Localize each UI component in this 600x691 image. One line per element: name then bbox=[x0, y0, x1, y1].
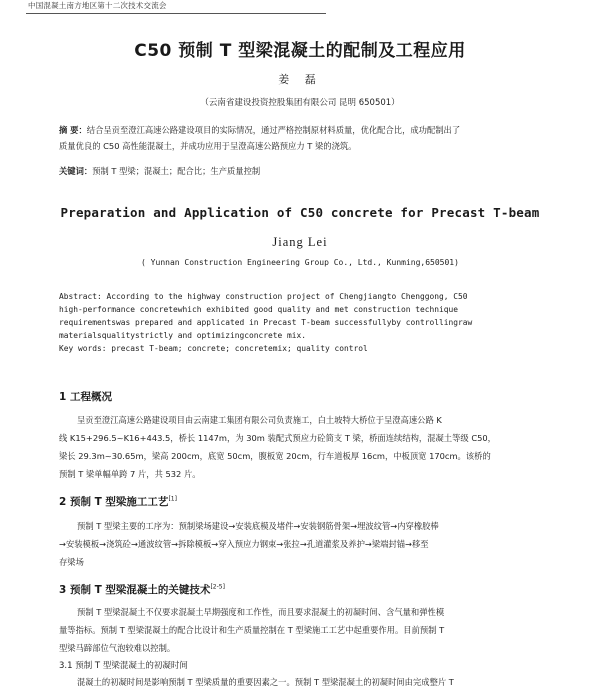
body-line: 线 K15+296.5~K16+443.5，桥长 1147m，为 30m 装配式预应力砼简支 T 梁，桥面连续结构，混凝土等级 C50， bbox=[59, 433, 496, 443]
abstract-cn-line: 质量优良的 C50 高性能混凝土，并成功应用于呈澄高速公路预应力 T 梁的浇筑。 bbox=[59, 141, 357, 151]
author-en: Jiang Lei bbox=[272, 235, 328, 249]
section-1-heading: 1 工程概况 bbox=[59, 391, 112, 403]
section-3-1-body bbox=[59, 673, 549, 691]
body-line: 存梁场 bbox=[59, 557, 84, 567]
keywords-cn-text: 预制 T 型梁；混凝土；配合比；生产质量控制 bbox=[92, 166, 261, 176]
author-cn: 姜 磊 bbox=[278, 73, 322, 86]
abstract-en bbox=[59, 290, 559, 355]
keywords-cn-label: 关键词： bbox=[59, 166, 93, 176]
section-2-title: 2 预制 T 型梁施工工艺 bbox=[59, 496, 169, 508]
section-3-title: 3 预制 T 型梁混凝土的关键技术 bbox=[59, 584, 211, 596]
body-line: 预制 T 型梁主要的工序为：预制梁场建设→安装底模及堵件→安装钢筋骨架→埋波纹管→内穿橡胶棒 bbox=[77, 521, 439, 531]
body-line: →安装模板→浇筑砼→通波纹管→拆除模板→穿入预应力钢束→张拉→孔道灌浆及养护→梁端封锚→移至 bbox=[59, 539, 429, 549]
section-3-heading bbox=[59, 582, 225, 597]
abstract-en-line: materialsqualitystrictly and optimizingconcrete mix. bbox=[59, 331, 307, 340]
body-line: 型梁马蹄部位气泡较难以控制。 bbox=[59, 643, 176, 653]
running-header: 中国混凝土南方地区第十二次技术交流会 bbox=[28, 1, 167, 10]
keywords-en-line: Key words: precast T-beam; concrete; concretemix; quality control bbox=[59, 344, 368, 353]
body-line: 预制 T 梁单幅单跨 7 片，共 532 片。 bbox=[59, 469, 201, 479]
section-2-heading bbox=[59, 494, 177, 509]
body-line: 量等指标。预制 T 型梁混凝土的配合比设计和生产质量控制在 T 型梁施工工艺中起重要作用。目前预制 T bbox=[59, 625, 445, 635]
body-line: 混凝土的初凝时间是影响预制 T 型梁质量的重要因素之一。预制 T 型梁混凝土的初凝时间由完成整片 T bbox=[77, 677, 454, 687]
keywords-cn bbox=[59, 165, 549, 177]
header-divider bbox=[26, 13, 326, 14]
affiliation-en: ( Yunnan Construction Engineering Group Co., Ltd., Kunming,650501) bbox=[141, 258, 459, 267]
abstract-en-line: high-performance concretewhich exhibited good quality and met construction technique bbox=[59, 305, 459, 314]
abstract-cn bbox=[59, 122, 549, 154]
paper-title-en: Preparation and Application of C50 concrete for Precast T-beam bbox=[60, 205, 540, 220]
section-3-body bbox=[59, 603, 549, 657]
abstract-en-line: requirementswas prepared and applicated in Precast T-beam successfullyby controllingraw bbox=[59, 318, 473, 327]
affiliation-cn: （云南省建设投资控股集团有限公司 昆明 650501） bbox=[200, 98, 400, 108]
section-3-1-heading: 3.1 预制 T 型梁混凝土的初凝时间 bbox=[59, 661, 188, 671]
paper-title-cn: C50 预制 T 型梁混凝土的配制及工程应用 bbox=[134, 41, 466, 61]
abstract-cn-label: 摘 要： bbox=[59, 125, 87, 135]
abstract-en-line: Abstract: According to the highway construction project of Chengjiangto Chenggong, C50 bbox=[59, 292, 468, 301]
body-line: 梁长 29.3m~30.65m，梁高 200cm，底宽 50cm，腹板宽 20cm，行车道板厚 16cm，中板顶宽 170cm。该桥的 bbox=[59, 451, 491, 461]
section-1-body bbox=[59, 411, 549, 483]
citation-ref: [1] bbox=[168, 495, 177, 503]
body-line: 预制 T 型梁混凝土不仅要求混凝土早期强度和工作性，而且要求混凝土的初凝时间、含气量和弹性模 bbox=[77, 607, 445, 617]
citation-ref: [2-5] bbox=[210, 583, 225, 591]
abstract-cn-line: 结合呈贡至澄江高速公路建设项目的实际情况，通过严格控制原材料质量，优化配合比，成功配制出了 bbox=[86, 125, 461, 135]
section-2-body bbox=[59, 517, 549, 571]
body-line: 呈贡至澄江高速公路建设项目由云南建工集团有限公司负责施工，白土坡特大桥位于呈澄高速公路 K bbox=[77, 415, 442, 425]
